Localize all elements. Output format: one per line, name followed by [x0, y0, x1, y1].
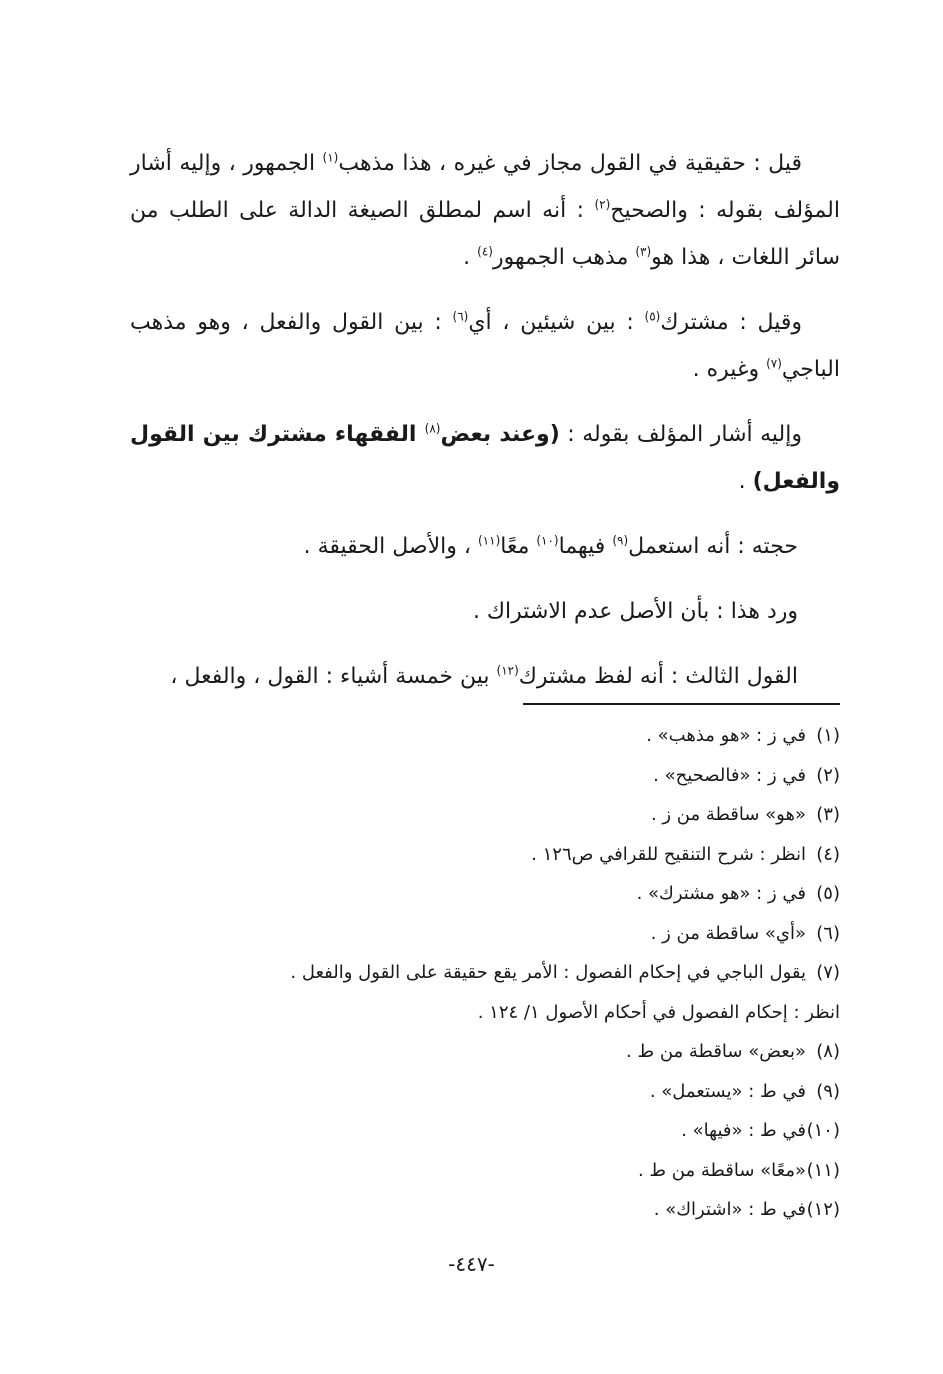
footnote-ref: (٨) — [424, 421, 441, 436]
footnote — [130, 835, 840, 875]
footnote-text: في ط : «فيها» . — [681, 1120, 806, 1141]
footnote-text: «أي» ساقطة من ز . — [650, 922, 806, 944]
footnote-ref: (١٢) — [496, 663, 519, 678]
text-segment: وغيره . — [692, 357, 767, 382]
text-segment: وإليه أشار المؤلف بقوله : — [559, 422, 802, 447]
footnote — [130, 914, 840, 954]
footnote-text: في ز : «هو مشترك» . — [636, 883, 806, 904]
footnote — [130, 1032, 840, 1072]
text-segment: . — [738, 469, 753, 494]
footnote-number: (١٠) — [806, 1120, 840, 1141]
footnote-text: في ز : «هو مذهب» . — [646, 725, 806, 746]
footnote-ref: (١٠) — [536, 533, 559, 548]
footnote-number: (١٢) — [806, 1199, 840, 1220]
footnote-text: في ط : «يستعمل» . — [649, 1080, 806, 1102]
paragraph — [130, 653, 840, 700]
footnote-ref: (٣) — [635, 244, 652, 259]
text-segment: الجمهور ، وإليه أشار المؤلف بقوله : والصحيح — [130, 151, 840, 223]
footnote — [130, 716, 840, 756]
page-number: -٤٤٧- — [448, 1252, 495, 1276]
footnote — [130, 993, 840, 1033]
main-text — [130, 140, 840, 718]
footnote-number: (٦) — [816, 922, 840, 944]
footnote-number: (١) — [816, 725, 840, 746]
text-segment: بين خمسة أشياء : القول ، والفعل ، — [170, 664, 497, 689]
text-segment: قيل : حقيقية في القول مجاز في غيره ، هذا مذهب — [338, 151, 802, 176]
footnote-text: «بعض» ساقطة من ط . — [626, 1041, 806, 1062]
text-segment: : بين شيئين ، أي — [468, 310, 645, 335]
footnote-text: في ز : «فالصحيح» . — [653, 764, 806, 786]
footnote-number: (٢) — [816, 764, 840, 786]
footnote-text: انظر : إحكام الفصول في أحكام الأصول ١/ ١٢٤ . — [477, 1001, 840, 1023]
bold-text: (وعند بعض — [440, 422, 560, 447]
text-segment: : أنه اسم لمطلق الصيغة الدالة على الطلب من سائر اللغات ، هذا هو — [130, 198, 840, 270]
footnote-text: في ط : «اشتراك» . — [653, 1199, 806, 1220]
footnote — [130, 953, 840, 993]
paragraph — [130, 140, 840, 281]
footnote-ref: (٧) — [766, 356, 782, 371]
footnote-ref: (٥) — [644, 309, 661, 324]
text-segment: حجته : أنه استعمل — [628, 534, 798, 559]
paragraph — [130, 588, 840, 635]
paragraph — [130, 299, 840, 393]
footnote-divider — [523, 703, 840, 705]
paragraph — [130, 523, 840, 570]
text-segment: وقيل : مشترك — [660, 310, 802, 335]
footnote-text: «معًا» ساقطة من ط . — [637, 1159, 806, 1181]
footnote-number: (٥) — [816, 883, 840, 904]
footnote-ref: (١١) — [477, 533, 501, 548]
bold-text: الفقهاء مشترك بين القول والفعل) — [130, 422, 840, 494]
footnote — [130, 1190, 840, 1230]
footnote — [130, 874, 840, 914]
footnote-number: (٩) — [816, 1080, 840, 1102]
footnote — [130, 795, 840, 835]
footnote-ref: (١) — [322, 150, 339, 165]
text-segment: ، والأصل الحقيقة . — [303, 534, 478, 559]
footnote-number: (٣) — [816, 804, 840, 825]
text-segment: ورد هذا : بأن الأصل عدم الاشتراك . — [472, 599, 798, 624]
text-segment: . — [463, 245, 478, 270]
text-segment: مذهب الجمهور — [492, 245, 636, 270]
footnote — [130, 1151, 840, 1191]
footnote-text: يقول الباجي في إحكام الفصول : الأمر يقع حقيقة على القول والفعل . — [290, 962, 806, 983]
text-segment: : بين القول والفعل ، وهو مذهب الباجي — [130, 310, 840, 382]
footnote-number: (٧) — [816, 962, 840, 983]
footnote — [130, 1072, 840, 1112]
footnote-text: «هو» ساقطة من ز . — [650, 804, 806, 825]
footnote — [130, 1111, 840, 1151]
text-segment: القول الثالث : أنه لفظ مشترك — [518, 664, 798, 689]
footnote-ref: (٩) — [612, 533, 629, 548]
footnote — [130, 756, 840, 796]
footnote-text: انظر : شرح التنقيح للقرافي ص١٢٦ . — [531, 843, 806, 865]
paragraph — [130, 411, 840, 505]
footnote-ref: (٢) — [594, 197, 611, 212]
footnotes — [130, 716, 840, 1230]
footnote-number: (١١) — [806, 1159, 840, 1181]
text-segment: معًا — [500, 534, 537, 559]
footnote-number: (٤) — [816, 843, 840, 865]
text-segment: فيهما — [558, 534, 613, 559]
footnote-number: (٨) — [816, 1041, 840, 1062]
footnote-ref: (٦) — [452, 309, 469, 324]
footnote-ref: (٤) — [477, 244, 493, 259]
